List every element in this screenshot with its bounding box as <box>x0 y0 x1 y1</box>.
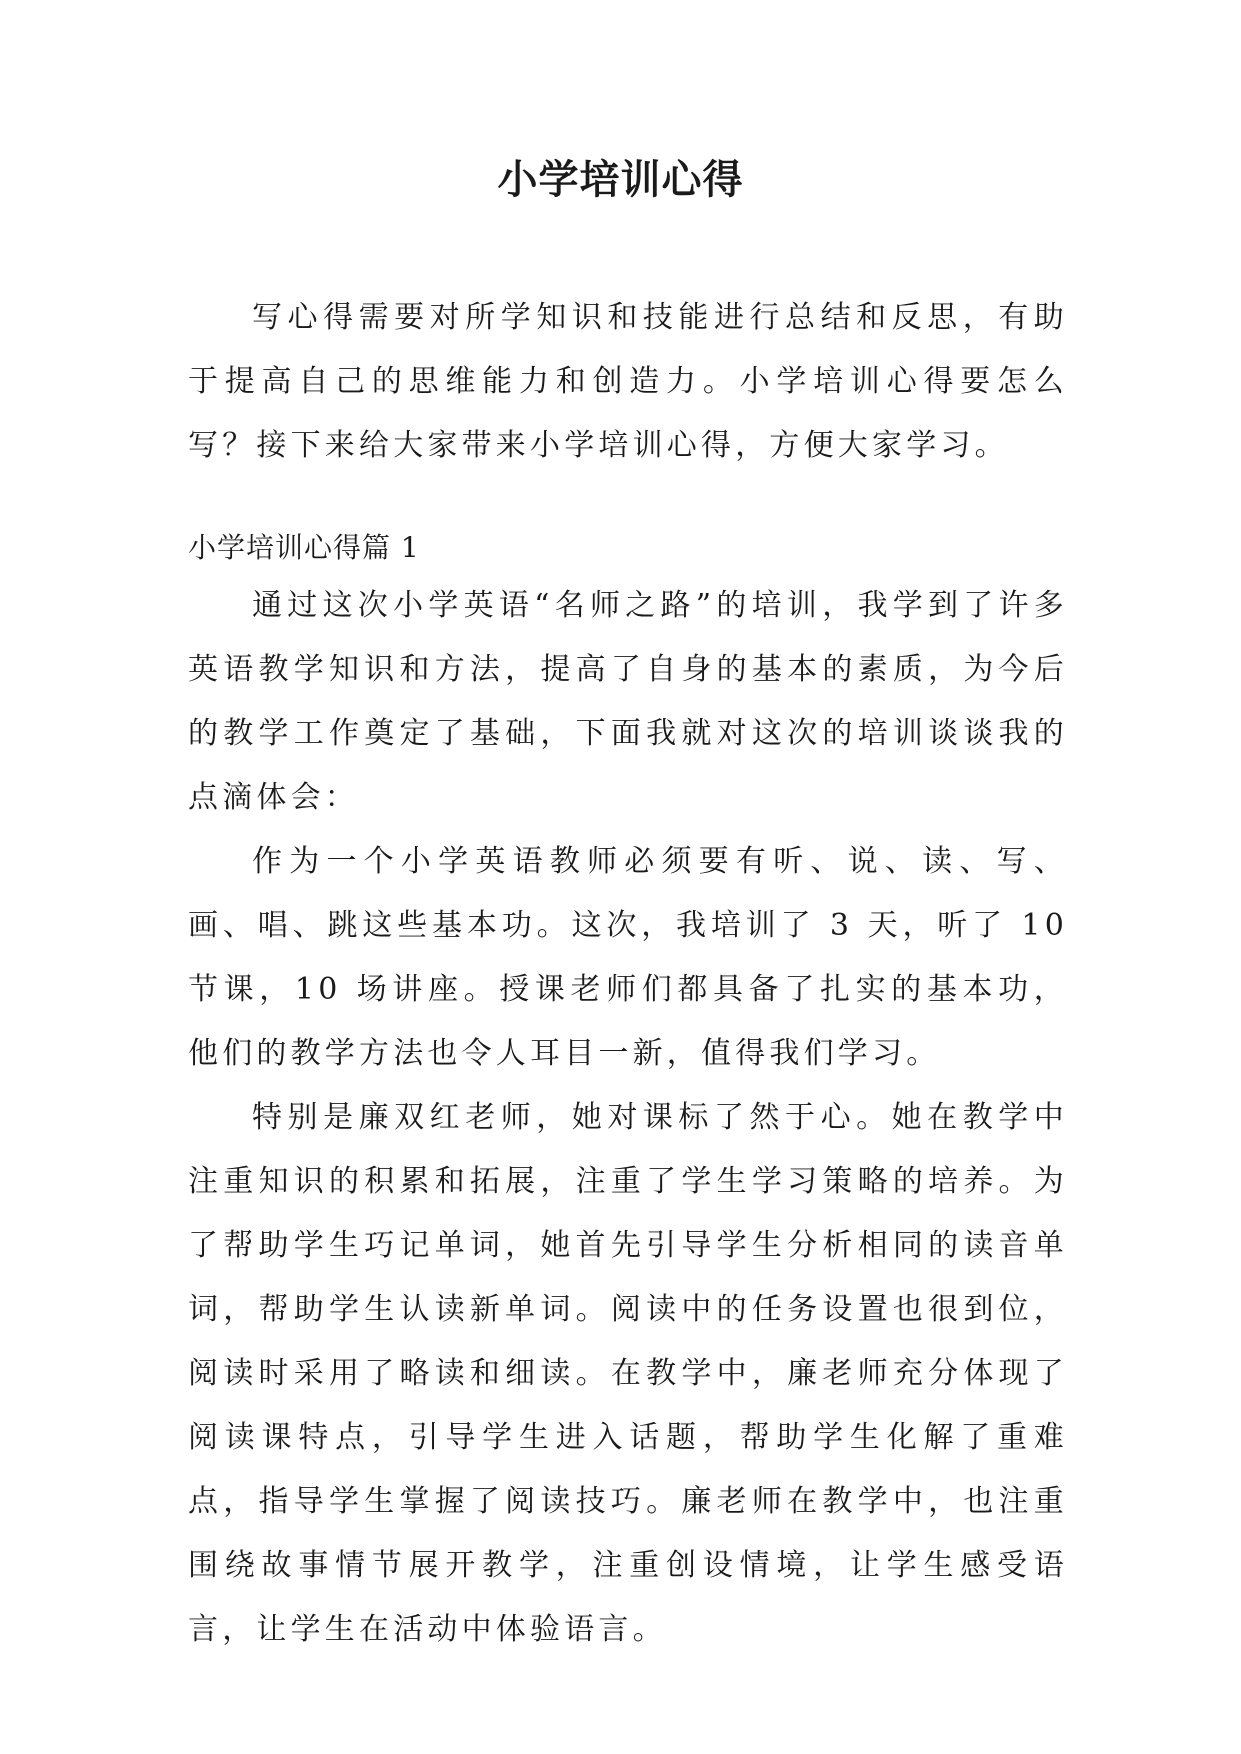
body-paragraph: 通过这次小学英语“名师之路”的培训，我学到了许多英语教学知识和方法，提高了自身的基本的素质，为今后的教学工作奠定了基础，下面我就对这次的培训谈谈我的点滴体会： <box>188 588 1068 815</box>
body-paragraph: 特别是廉双红老师，她对课标了然于心。她在教学中注重知识的积累和拓展，注重了学生学习策略的培养。为了帮助学生巧记单词，她首先引导学生分析相同的读音单词，帮助学生认读新单词。阅读中的任务设置也很到位，阅读时采用了略读和细读。在教学中，廉老师充分体现了阅读课特点，引导学生进入话题，帮助学生化解了重难点，指导学生掌握了阅读技巧。廉老师在教学中，也注重围绕故事情节展开教学，注重创设情境，让学生感受语言，让学生在活动中体验语言。 <box>188 1100 1068 1647</box>
section-content <box>188 574 1068 1662</box>
intro-paragraph: 写心得需要对所学知识和技能进行总结和反思，有助于提高自己的思维能力和创造力。小学培训心得要怎么写？接下来给大家带来小学培训心得，方便大家学习。 <box>188 300 1068 463</box>
body-paragraph: 作为一个小学英语教师必须要有听、说、读、写、画、唱、跳这些基本功。这次，我培训了 3 天，听了 10 节课，10 场讲座。授课老师们都具备了扎实的基本功，他们的教学方法也令人耳目一新，值得我们学习。 <box>188 844 1068 1071</box>
document-title: 小学培训心得 <box>497 156 744 203</box>
intro-block <box>188 286 1068 478</box>
section-heading: 小学培训心得篇 1 <box>188 531 420 564</box>
